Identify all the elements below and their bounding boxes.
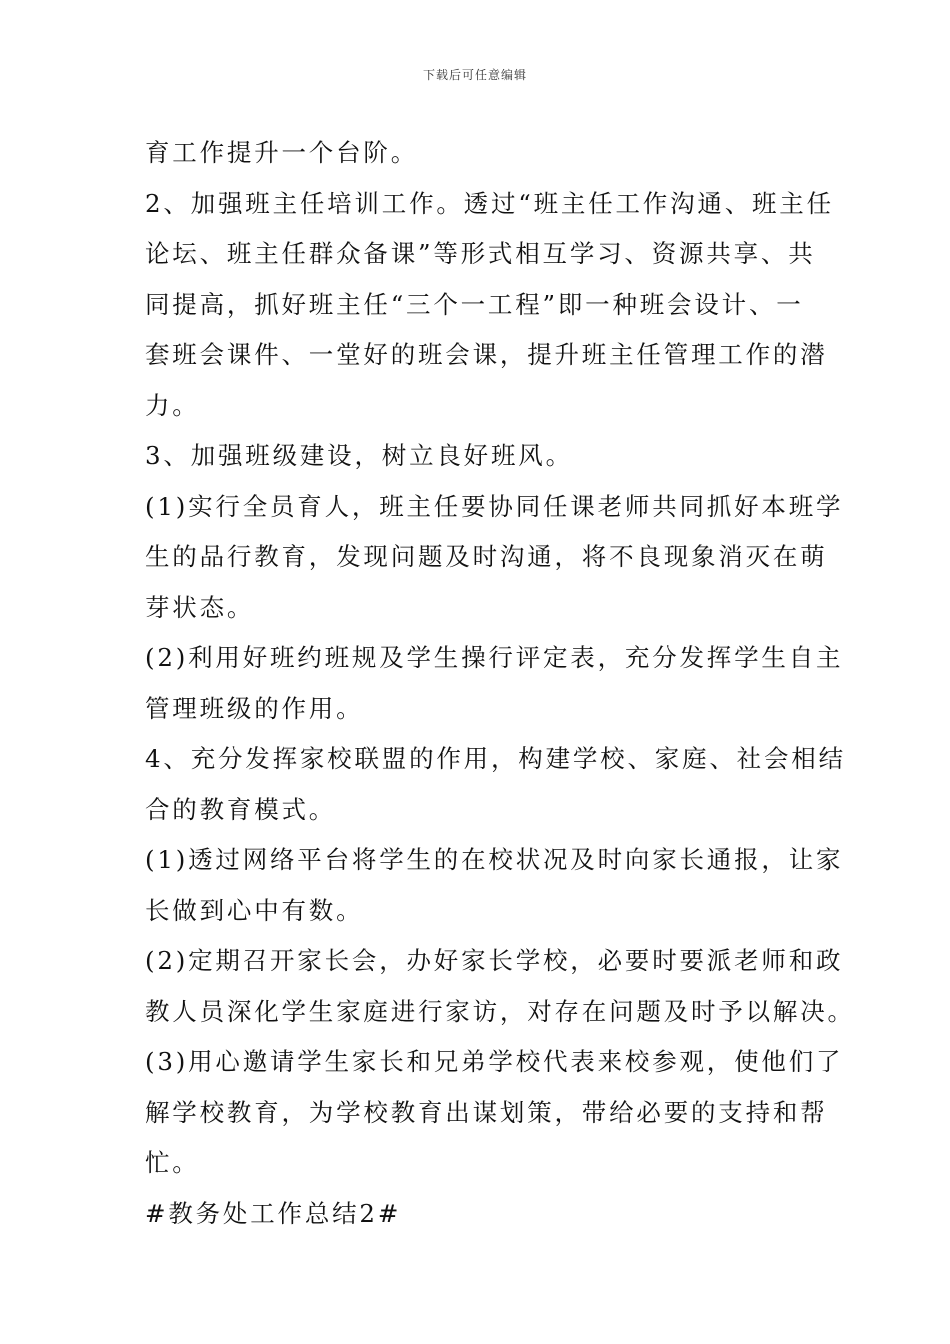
text-line: 2、加强班主任培训工作。透过“班主任工作沟通、班主任	[145, 188, 834, 218]
text-line: 教人员深化学生家庭进行家访，对存在问题及时予以解决。	[145, 996, 855, 1026]
text-line: 生的品行教育，发现问题及时沟通，将不良现象消灭在萌	[145, 542, 828, 571]
text-line: 力。	[145, 390, 200, 420]
text-line: 合的教育模式。	[145, 794, 337, 824]
text-line: 长做到心中有数。	[145, 895, 364, 925]
text-line: 3、加强班级建设，树立良好班风。	[145, 441, 573, 470]
text-line: 育工作提升一个台阶。	[145, 138, 418, 167]
text-line: 解学校教育，为学校教育出谋划策，带给必要的支持和帮	[145, 1097, 828, 1127]
text-line: (2)利用好班约班规及学生操行评定表，充分发挥学生自主	[145, 643, 844, 672]
page-header: 下载后可任意编辑	[422, 68, 527, 82]
text-line: (1)透过网络平台将学生的在校状况及时向家长通报，让家	[145, 845, 844, 874]
text-line: 芽状态。	[145, 592, 255, 622]
text-line: 4、充分发挥家校联盟的作用，构建学校、家庭、社会相结	[145, 744, 846, 773]
text-line: 同提高，抓好班主任“三个一工程”即一种班会设计、一	[145, 289, 804, 319]
text-line: 管理班级的作用。	[145, 693, 364, 723]
document-body	[145, 128, 855, 1239]
text-line: (3)用心邀请学生家长和兄弟学校代表来校参观，使他们了	[145, 1047, 844, 1076]
text-line: (1)实行全员育人，班主任要协同任课老师共同抓好本班学	[145, 491, 844, 521]
text-line: 论坛、班主任群众备课”等形式相互学习、资源共享、共	[145, 239, 816, 268]
text-line: 忙。	[145, 1148, 200, 1177]
section-heading: #教务处工作总结2#	[145, 1198, 402, 1228]
text-line: (2)定期召开家长会，办好家长学校，必要时要派老师和政	[145, 946, 844, 975]
text-line: 套班会课件、一堂好的班会课，提升班主任管理工作的潜	[145, 340, 828, 369]
